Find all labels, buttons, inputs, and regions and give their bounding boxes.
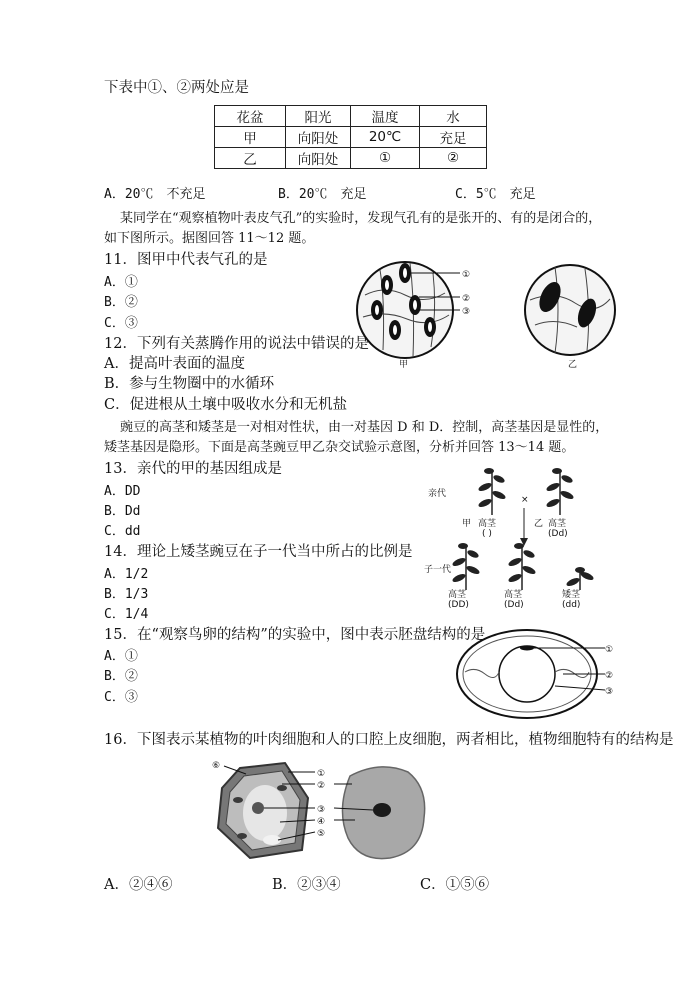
- pea-passage-line: 矮茎基因是隐形。下面是高茎豌豆甲乙杂交试验示意图，分析并回答 13～14 题。: [104, 440, 575, 455]
- q10-option-c[interactable]: C．5℃ 充足: [455, 187, 536, 202]
- q11-stem: 11．图甲中代表气孔的是: [104, 252, 268, 268]
- table-row: [215, 148, 487, 169]
- table-row: [215, 127, 487, 148]
- table-header: 花盆: [215, 106, 286, 127]
- flowerpot-table: [214, 105, 487, 169]
- egg-mark-3: ③: [605, 687, 614, 697]
- pea-offspring-plant-3: [565, 567, 594, 590]
- q10-option-a[interactable]: A．20℃ 不充足: [104, 187, 206, 202]
- egg-mark-1: ①: [605, 645, 614, 655]
- table-question: 下表中①、②两处应是: [104, 80, 249, 96]
- stomata-mark-2: ②: [462, 294, 471, 304]
- q13-option-b[interactable]: B．Dd: [104, 504, 141, 519]
- table-cell: 20℃: [351, 127, 420, 148]
- stomata-mark-1: ①: [462, 270, 471, 280]
- q15-option-a[interactable]: A．①: [104, 649, 138, 664]
- q11-option-b[interactable]: B．②: [104, 295, 138, 310]
- pea-cross-symbol: ×: [521, 495, 529, 505]
- q12-option-c[interactable]: C．促进根从土壤中吸收水分和无机盐: [104, 397, 348, 413]
- q12-option-a[interactable]: A．提高叶表面的温度: [104, 356, 245, 372]
- pea-offspring-genotype-1: (DD): [448, 600, 469, 610]
- pea-plant-jia: [477, 468, 506, 515]
- pea-passage-line: 豌豆的高茎和矮茎是一对相对性状，由一对基因 D 和 D．控制，高茎基因是显性的，: [120, 420, 609, 435]
- table-cell: 向阳处: [286, 127, 351, 148]
- stomata-open-diagram: [357, 262, 470, 370]
- q14-stem: 14．理论上矮茎豌豆在子一代当中所占的比例是: [104, 544, 413, 560]
- q12-stem: 12．下列有关蒸腾作用的说法中错误的是: [104, 336, 369, 352]
- q14-option-a[interactable]: A．1/2: [104, 567, 149, 582]
- table-cell: 充足: [420, 127, 487, 148]
- table-cell: 向阳处: [286, 148, 351, 169]
- cheek-cell-diagram: [334, 767, 425, 859]
- pea-jia-tall: 高茎: [478, 519, 497, 529]
- pea-jia-genotype: ( ): [482, 529, 492, 539]
- pea-yi-genotype: (Dd): [548, 529, 568, 539]
- pea-offspring-label: 子一代: [424, 565, 452, 575]
- table-header: 水: [420, 106, 487, 127]
- stomata-closed-diagram: [525, 265, 615, 370]
- q14-option-c[interactable]: C．1/4: [104, 607, 149, 622]
- cell-mark-1: ①: [317, 769, 326, 779]
- q16-option-c[interactable]: C．①⑤⑥: [420, 877, 490, 893]
- table-cell: ①: [351, 148, 420, 169]
- stomata-figure: [355, 255, 610, 375]
- cell-mark-3: ③: [317, 805, 326, 815]
- table-header: 阳光: [286, 106, 351, 127]
- q11-option-c[interactable]: C．③: [104, 316, 138, 331]
- stomata-caption-left: 甲: [399, 360, 409, 370]
- cell-mark-5: ⑤: [317, 829, 326, 839]
- pea-offspring-tall-2: 高茎: [504, 590, 523, 600]
- pea-cross-figure: [420, 460, 610, 610]
- q12-option-b[interactable]: B．参与生物圈中的水循环: [104, 376, 275, 392]
- cell-mark-6: ⑥: [212, 761, 221, 771]
- cell-mark-4: ④: [317, 817, 326, 827]
- q16-option-a[interactable]: A．②④⑥: [104, 877, 173, 893]
- stomata-passage-line: 如下图所示。据图回答 11～12 题。: [104, 231, 315, 246]
- pea-parent-label: 亲代: [428, 489, 447, 499]
- q13-stem: 13．亲代的甲的基因组成是: [104, 461, 282, 477]
- table-header-row: [215, 106, 487, 127]
- pea-yi-label: 乙: [534, 519, 544, 529]
- plant-cell-diagram: [212, 761, 325, 858]
- q16-option-b[interactable]: B．②③④: [272, 877, 341, 893]
- q15-stem: 15．在“观察鸟卵的结构”的实验中，图中表示胚盘结构的是: [104, 627, 486, 643]
- pea-plant-yi: [545, 468, 574, 515]
- q13-option-c[interactable]: C．dd: [104, 524, 141, 539]
- q13-option-a[interactable]: A．DD: [104, 484, 141, 499]
- q15-option-b[interactable]: B．②: [104, 669, 138, 684]
- pea-jia-label: 甲: [462, 519, 472, 529]
- q16-stem: 16．下图表示某植物的叶肉细胞和人的口腔上皮细胞，两者相比，植物细胞特有的结构是: [104, 732, 674, 748]
- cell-mark-2: ②: [317, 781, 326, 791]
- stomata-passage-line: 某同学在“观察植物叶表皮气孔”的实验时，发现气孔有的是张开的、有的是闭合的，: [120, 211, 602, 226]
- pea-yi-tall: 高茎: [548, 519, 567, 529]
- pea-offspring-tall-1: 高茎: [448, 590, 467, 600]
- stomata-mark-3: ③: [462, 307, 471, 317]
- q15-option-c[interactable]: C．③: [104, 690, 138, 705]
- cell-figure: [210, 758, 440, 868]
- table-cell: 甲: [215, 127, 286, 148]
- egg-figure: [455, 628, 615, 720]
- table-cell: ②: [420, 148, 487, 169]
- table-cell: 乙: [215, 148, 286, 169]
- q11-option-a[interactable]: A．①: [104, 275, 138, 290]
- pea-offspring-genotype-3: (dd): [562, 600, 581, 610]
- q14-option-b[interactable]: B．1/3: [104, 587, 149, 602]
- table-header: 温度: [351, 106, 420, 127]
- pea-offspring-plant-1: [451, 543, 480, 590]
- egg-mark-2: ②: [605, 671, 614, 681]
- pea-offspring-dwarf: 矮茎: [562, 590, 581, 600]
- pea-offspring-genotype-2: (Dd): [504, 600, 524, 610]
- stomata-caption-right: 乙: [568, 360, 578, 370]
- q10-option-b[interactable]: B．20℃ 充足: [278, 187, 367, 202]
- pea-offspring-plant-2: [507, 543, 536, 590]
